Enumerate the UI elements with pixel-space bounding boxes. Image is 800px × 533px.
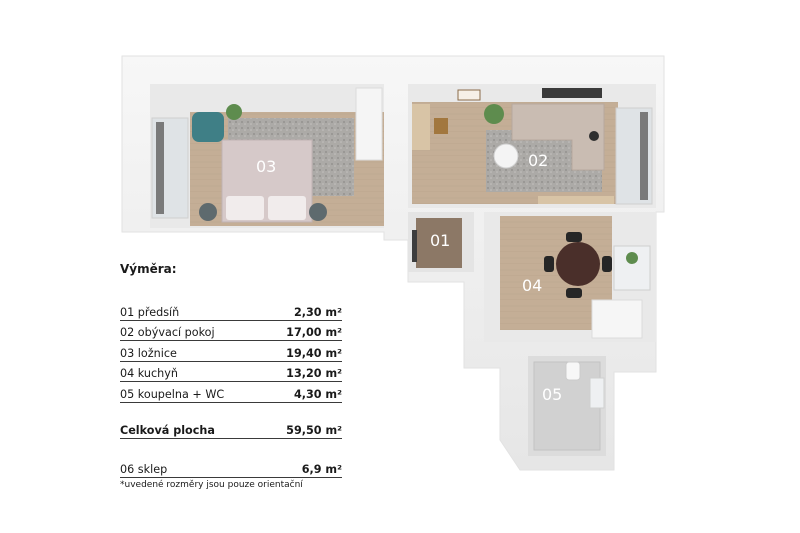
wall-picture <box>542 88 602 98</box>
legend-total-row <box>120 421 342 440</box>
curtain <box>640 112 648 200</box>
nightstand <box>199 203 217 221</box>
room-number-03: 03 <box>256 157 277 176</box>
total-area: 59,50 m² <box>286 424 342 437</box>
area-legend <box>120 262 342 490</box>
plant <box>226 104 242 120</box>
kitchen-counter <box>592 300 642 338</box>
curtain <box>156 122 164 214</box>
legend-cellar-row <box>120 459 342 478</box>
chair <box>566 232 582 242</box>
room-name: 04 kuchyň <box>120 367 178 380</box>
room-number-01: 01 <box>430 231 451 250</box>
room-number-05: 05 <box>542 385 563 404</box>
toilet <box>566 362 580 380</box>
window <box>590 378 604 408</box>
room-name: 02 obývací pokoj <box>120 326 215 339</box>
room-name: 03 ložnice <box>120 346 177 360</box>
chair <box>434 118 448 134</box>
room-area: 4,30 m² <box>293 387 342 401</box>
room-area: 2,30 m² <box>293 305 342 319</box>
room-living <box>408 84 656 208</box>
dining-table <box>556 242 600 286</box>
wall-picture <box>458 90 480 100</box>
legend-row <box>120 384 342 403</box>
legend-title: Výměra: <box>120 262 177 276</box>
tv-stand <box>538 196 614 204</box>
chair <box>566 288 582 298</box>
coffee-table <box>494 144 518 168</box>
room-area: 19,40 m² <box>286 346 342 360</box>
room-bedroom <box>150 84 384 228</box>
wardrobe <box>356 88 382 160</box>
coat-rack <box>412 230 417 262</box>
legend-row <box>120 343 342 362</box>
armchair <box>192 112 224 142</box>
chair <box>544 256 554 272</box>
room-number-02: 02 <box>528 151 549 170</box>
legend-row <box>120 302 342 321</box>
chair <box>602 256 612 272</box>
room-name: 01 předsíň <box>120 305 180 319</box>
footnote: *uvedené rozměry jsou pouze orientační <box>120 479 303 490</box>
legend-row <box>120 364 342 383</box>
nightstand <box>309 203 327 221</box>
room-number-04: 04 <box>522 276 543 295</box>
room-hallway <box>408 212 474 272</box>
total-label: Celková plocha <box>120 424 215 437</box>
room-kitchen <box>484 212 656 342</box>
floor-lamp <box>589 131 599 141</box>
room-area: 13,20 m² <box>286 367 342 380</box>
cellar-label: 06 sklep <box>120 462 168 476</box>
room-area: 17,00 m² <box>286 326 342 339</box>
room-name: 05 koupelna + WC <box>120 387 225 401</box>
cellar-area: 6,9 m² <box>301 462 342 476</box>
room-bathroom <box>528 356 606 456</box>
desk <box>412 104 430 150</box>
plant <box>626 252 638 264</box>
plant <box>484 104 504 124</box>
legend-row <box>120 323 342 342</box>
